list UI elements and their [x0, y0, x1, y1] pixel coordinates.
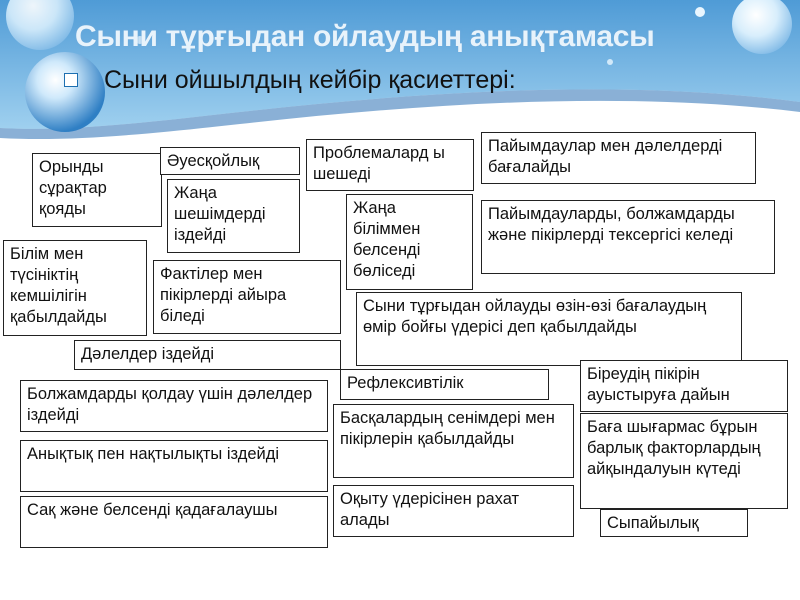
quality-box: Баға шығармас бұрын барлық факторлардың айқындалуын күтеді [580, 413, 788, 509]
quality-box: Басқалардың сенімдері мен пікірлерін қабылдайды [333, 404, 574, 478]
quality-box: Біреудің пікірін ауыстыруға дайын [580, 360, 788, 412]
slide-title: Сыни тұрғыдан ойлаудың анықтамасы [75, 20, 655, 53]
quality-box: Фактілер мен пікірлерді айыра біледі [153, 260, 341, 334]
quality-box: Әуесқойлық [160, 147, 300, 175]
quality-box: Оқыту үдерісінен рахат алады [333, 485, 574, 537]
quality-box: Пайымдауларды, болжамдарды және пікірлерді тексергісі келеді [481, 200, 775, 274]
subtitle-text: Сыни ойшылдың кейбір қасиеттері: [104, 66, 516, 94]
quality-box: Пайымдаулар мен дәлелдерді бағалайды [481, 132, 756, 184]
quality-box: Жаңа біліммен белсенді бөліседі [346, 194, 473, 290]
quality-box: Рефлексивтілік [340, 369, 549, 400]
quality-box: Дәлелдер іздейді [74, 340, 341, 370]
quality-box: Сыпайылық [600, 509, 748, 537]
quality-box: Проблемалард ы шешеді [306, 139, 474, 191]
quality-box: Білім мен түсініктің кемшілігін қабылдайды [3, 240, 147, 336]
quality-box: Сыни тұрғыдан ойлауды өзін-өзі бағалаудың өмір бойғы үдерісі деп қабылдайды [356, 292, 742, 366]
square-bullet-icon [64, 73, 78, 87]
quality-box: Орынды сұрақтар қояды [32, 153, 162, 227]
quality-box: Анықтық пен нақтылықты іздейді [20, 440, 328, 492]
quality-box: Болжамдарды қолдау үшін дәлелдер іздейді [20, 380, 328, 432]
quality-box: Жаңа шешімдерді іздейді [167, 179, 300, 253]
quality-box: Сақ және белсенді қадағалаушы [20, 496, 328, 548]
